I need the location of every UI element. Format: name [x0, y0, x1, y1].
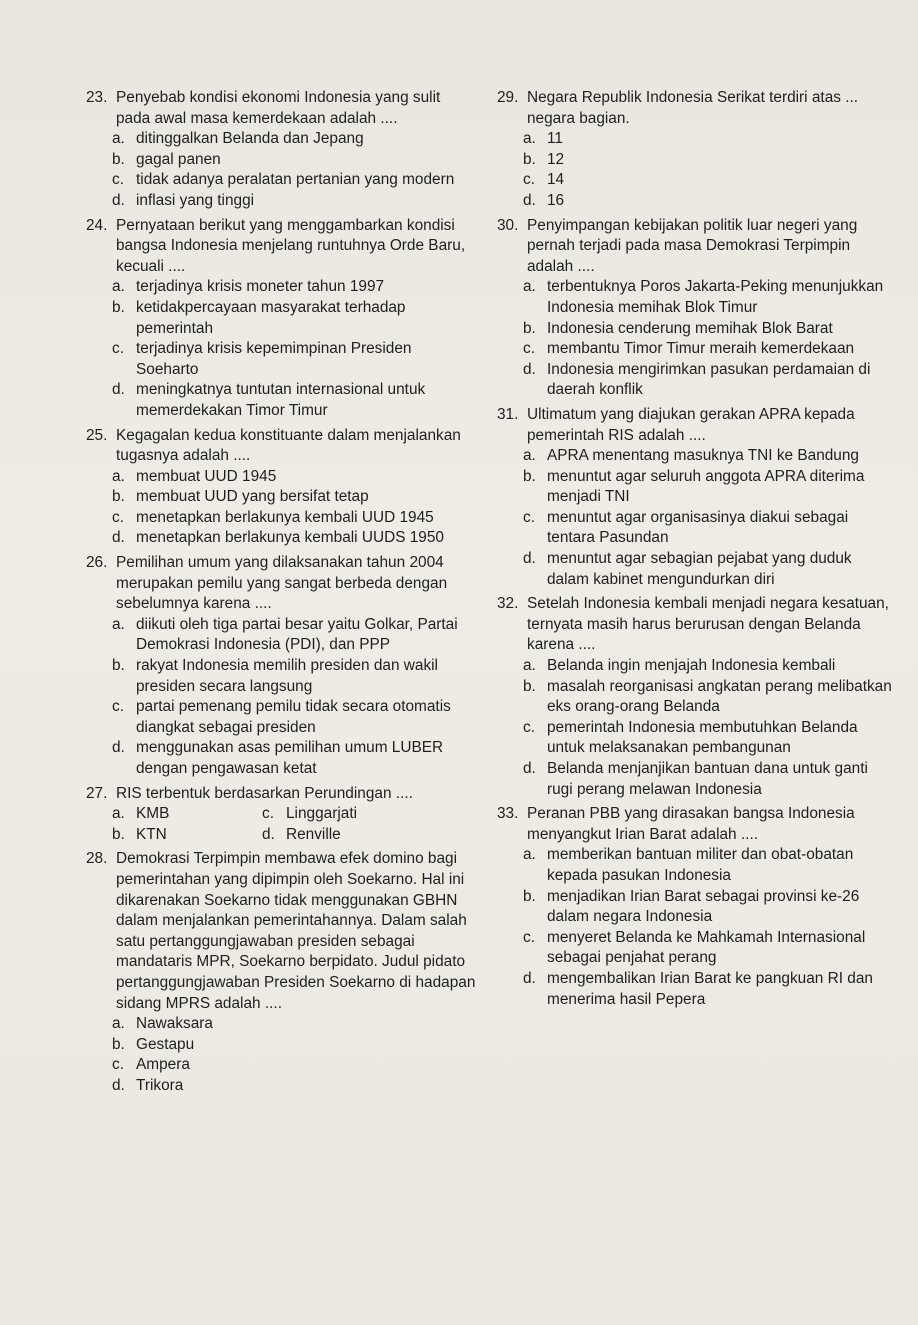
option-d: d. Indonesia mengirimkan pasukan perdamaian di daerah konflik: [523, 360, 871, 399]
option-b: b. masalah reorganisasi angkatan perang melibatkan eks orang-orang Belanda: [523, 677, 892, 716]
option-b: b. gagal panen: [112, 150, 221, 168]
option-d: d. Trikora: [112, 1076, 184, 1094]
question-27: [86, 784, 478, 846]
option-c: c. tidak adanya peralatan pertanian yang modern: [112, 171, 455, 189]
question-33: [497, 804, 892, 1010]
question-stem: Penyebab kondisi ekonomi Indonesia yang sulit pada awal masa kemerdekaan adalah ....: [116, 89, 441, 127]
option-b: b. menuntut agar seluruh anggota APRA diterima menjadi TNI: [523, 467, 865, 506]
option-a: a. Nawaksara: [112, 1015, 213, 1033]
option-d: d. meningkatnya tuntutan internasional untuk memerdekakan Timor Timur: [112, 381, 426, 419]
option-c: c. Ampera: [112, 1056, 190, 1074]
question-30: [497, 216, 892, 401]
question-23: [86, 88, 478, 212]
option-d: d. menetapkan berlakunya kembali UUDS 1950: [112, 529, 444, 547]
option-c: c. menyeret Belanda ke Mahkamah Internasional sebagai penjahat perang: [523, 928, 866, 967]
option-c: c. Linggarjati: [262, 805, 358, 823]
left-column: [86, 88, 478, 1097]
question-28: [86, 849, 478, 1096]
option-b: b. menjadikan Irian Barat sebagai provinsi ke-26 dalam negara Indonesia: [523, 887, 860, 926]
options-grid: [86, 804, 478, 845]
question-stem: Setelah Indonesia kembali menjadi negara kesatuan, ternyata masih harus berurusan dengan Belanda karena ....: [527, 595, 889, 654]
option-b: b. KTN: [112, 825, 167, 843]
question-number: 32.: [497, 595, 519, 613]
option-b: b. Gestapu: [112, 1035, 195, 1053]
option-a: a. memberikan bantuan militer dan obat-obatan kepada pasukan Indonesia: [523, 846, 854, 884]
question-stem: Negara Republik Indonesia Serikat terdiri atas ... negara bagian.: [527, 89, 859, 127]
option-b: b. ketidakpercayaan masyarakat terhadap pemerintah: [112, 298, 406, 337]
question-stem: Kegagalan kedua konstituante dalam menjalankan tugasnya adalah ....: [116, 426, 461, 465]
option-d: d. inflasi yang tinggi: [112, 191, 255, 209]
option-c: c. menetapkan berlakunya kembali UUD 1945: [112, 508, 434, 526]
option-a: a. diikuti oleh tiga partai besar yaitu Golkar, Partai Demokrasi Indonesia (PDI), dan PPP: [112, 615, 458, 654]
option-d: d. 16: [523, 191, 565, 209]
question-stem: Peranan PBB yang dirasakan bangsa Indonesia menyangkut Irian Barat adalah ....: [527, 805, 855, 843]
question-26: [86, 553, 478, 780]
question-stem: Demokrasi Terpimpin membawa efek domino bagi pemerintahan yang dipimpin oleh Soekarno. Hal ini dikarenakan Soekarno tidak menggunakan GBHN dalam menjalankan pemerintahannya. Dalam salah satu pertanggungjawaban presiden sebagai mandataris MPR, Soekarno berpidato. Judul pidato pertanggungjawaban Presiden Soekarno di hadapan sidang MPRS adalah ....: [116, 850, 476, 1012]
option-a: a. Belanda ingin menjajah Indonesia kembali: [523, 657, 836, 675]
option-c: c. menuntut agar organisasinya diakui sebagai tentara Pasundan: [523, 508, 849, 547]
question-stem: Pernyataan berikut yang menggambarkan kondisi bangsa Indonesia menjelang runtuhnya Orde Baru, kecuali ....: [116, 216, 466, 275]
question-number: 24.: [86, 216, 108, 234]
option-a: a. terbentuknya Poros Jakarta-Peking menunjukkan Indonesia memihak Blok Timur: [523, 278, 884, 316]
question-24: [86, 216, 478, 422]
question-31: [497, 405, 892, 590]
right-column: [497, 88, 892, 1010]
option-c: c. terjadinya krisis kepemimpinan Presiden Soeharto: [112, 340, 412, 378]
question-32: [497, 594, 892, 800]
option-a: a. 11: [523, 130, 563, 148]
question-stem: Ultimatum yang diajukan gerakan APRA kepada pemerintah RIS adalah ....: [527, 405, 855, 444]
question-number: 27.: [86, 784, 108, 802]
question-number: 25.: [86, 426, 108, 444]
question-number: 26.: [86, 554, 108, 572]
option-a: a. KMB: [112, 805, 170, 823]
option-a: a. APRA menentang masuknya TNI ke Bandung: [523, 447, 859, 465]
option-d: d. menggunakan asas pemilihan umum LUBER dengan pengawasan ketat: [112, 739, 444, 777]
option-a: a. membuat UUD 1945: [112, 467, 277, 485]
option-a: a. terjadinya krisis moneter tahun 1997: [112, 278, 385, 296]
option-c: c. pemerintah Indonesia membutuhkan Belanda untuk melaksanakan pembangunan: [523, 718, 858, 757]
question-number: 28.: [86, 850, 108, 868]
option-b: b. Indonesia cenderung memihak Blok Barat: [523, 319, 833, 337]
option-b: b. membuat UUD yang bersifat tetap: [112, 488, 369, 506]
option-d: d. menuntut agar sebagian pejabat yang duduk dalam kabinet mengundurkan diri: [523, 550, 852, 588]
option-b: b. 12: [523, 150, 565, 168]
question-number: 29.: [497, 89, 519, 106]
question-25: [86, 426, 478, 550]
option-b: b. rakyat Indonesia memilih presiden dan wakil presiden secara langsung: [112, 657, 438, 695]
option-d: d. Renville: [262, 825, 341, 843]
question-stem: Penyimpangan kebijakan politik luar negeri yang pernah terjadi pada masa Demokrasi Terpimpin adalah ....: [527, 216, 858, 275]
question-number: 23.: [86, 89, 108, 106]
option-d: d. Belanda menjanjikan bantuan dana untuk ganti rugi perang melawan Indonesia: [523, 760, 868, 798]
question-number: 30.: [497, 216, 519, 234]
question-number: 31.: [497, 405, 519, 423]
option-d: d. mengembalikan Irian Barat ke pangkuan RI dan menerima hasil Pepera: [523, 969, 873, 1008]
option-c: c. 14: [523, 171, 565, 189]
question-stem: RIS terbentuk berdasarkan Perundingan ....: [116, 784, 413, 802]
question-number: 33.: [497, 805, 519, 823]
option-c: c. partai pemenang pemilu tidak secara otomatis diangkat sebagai presiden: [112, 698, 451, 736]
option-a: a. ditinggalkan Belanda dan Jepang: [112, 130, 364, 148]
question-29: [497, 88, 892, 212]
option-c: c. membantu Timor Timur meraih kemerdekaan: [523, 340, 855, 358]
question-stem: Pemilihan umum yang dilaksanakan tahun 2004 merupakan pemilu yang sangat berbeda dengan sebelumnya karena ....: [116, 554, 448, 613]
